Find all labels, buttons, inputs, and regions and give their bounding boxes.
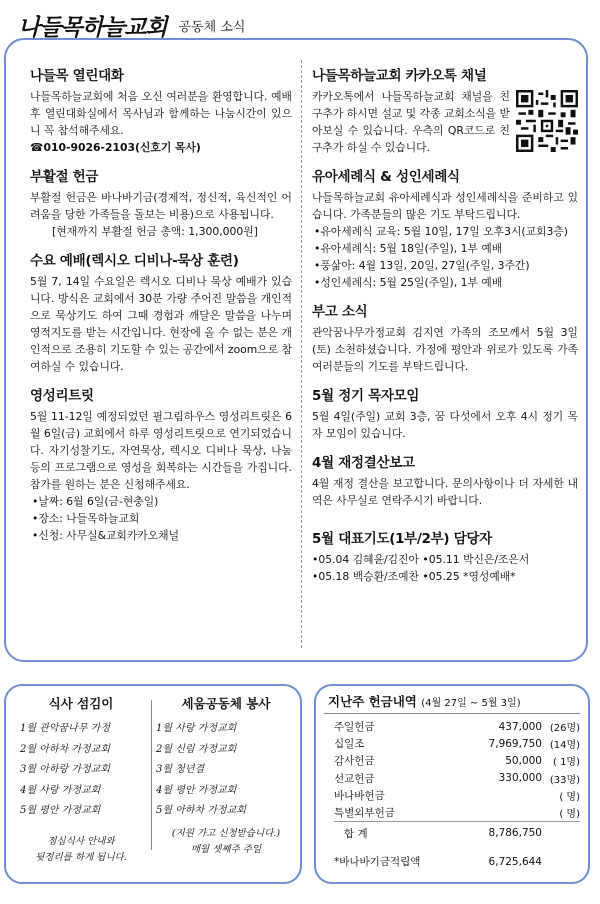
kakao-title: 나들목하늘교회 카카오톡 채널 <box>312 68 487 84</box>
offering-amount <box>442 787 542 804</box>
service-note: (지원 가고 신청받습니다.) <box>171 827 281 839</box>
prayer-title: 5월 대표기도(1부/2부) 담당자 <box>312 531 492 547</box>
offering-amount: 50,000 <box>505 754 542 767</box>
easter-title: 부활절 헌금 <box>30 169 99 185</box>
offering-count: ( 명) <box>559 808 580 820</box>
finance-report-title: 4월 재정결산보고 <box>312 455 415 471</box>
easter-offering-section <box>30 169 292 240</box>
offering-label: 주일헌금 <box>334 721 375 734</box>
offering-panel <box>314 684 590 884</box>
prayer-line: •05.04 김혜윤/김진아 •05.11 박신은/조은서 <box>312 553 530 566</box>
finance-report-body: 4월 재정 결산을 보고합니다. 문의사항이나 더 자세한 내역은 사무실로 연락주시기 바랍니다. <box>312 477 578 507</box>
service-column <box>156 694 296 858</box>
meal-note: 뒷정리를 하게 됩니다. <box>35 851 127 863</box>
baptism-item: •성인세례식: 5월 25일(주일), 1부 예배 <box>314 276 503 289</box>
volunteer-divider <box>151 700 152 850</box>
barnabas-label: *바나바기금적립액 <box>334 856 421 869</box>
wednesday-service-section <box>30 253 292 375</box>
volunteer-panel <box>4 684 302 884</box>
service-item: 4월 평안 가정교회 <box>156 784 237 796</box>
condolence-body: 관악꿈나무가정교회 김지연 가족의 조모께서 5월 3일(토) 소천하셨습니다. 가정에 평안과 위로가 있도록 가족 여러분들의 기도를 부탁드립니다. <box>312 326 578 373</box>
qr-code-icon[interactable] <box>516 90 578 152</box>
offering-count: (14명) <box>549 740 580 752</box>
meal-item: 5월 평안 가정교회 <box>20 805 101 816</box>
page-header <box>18 8 245 42</box>
barnabas-amount: 6,725,644 <box>488 855 542 868</box>
easter-total: [현재까지 부활절 헌금 총액: 1,300,000원] <box>52 225 258 238</box>
service-item: 3월 청년결 <box>156 764 205 775</box>
church-logo: 나들목하늘교회 <box>18 13 167 41</box>
offering-amount: 7,969,750 <box>488 737 542 750</box>
offering-amount <box>442 804 542 821</box>
offering-row <box>334 752 580 769</box>
baptism-section <box>312 169 578 291</box>
offering-title-rule <box>324 713 580 714</box>
shepherd-meeting-section <box>312 388 578 442</box>
service-title: 세움공동체 봉사 <box>181 696 271 711</box>
offering-label: 십일조 <box>334 738 365 751</box>
retreat-body: 5월 11-12일 예정되었던 필그림하우스 영성리트릿은 6월 6일(금) 교회에서 하루 영성리트릿으로 연기되었습니다. 자기성찰기도, 자연묵상, 렉시오 디비나 묵상, 나눔 등의 프로그램으로 영성을 회복하는 시간들을 가집니다. 참가를 원하는 분은 신청해주세요. <box>30 410 292 491</box>
service-item: 2월 신림 가정교회 <box>156 743 237 755</box>
open-meeting-title: 나들목 열린대화 <box>30 68 124 84</box>
retreat-title: 영성리트릿 <box>30 388 94 404</box>
barnabas-row <box>334 853 580 870</box>
meal-title: 식사 섬김이 <box>48 696 114 711</box>
offering-label: 바나바헌금 <box>334 789 385 802</box>
service-item: 5월 아하차 가정교회 <box>156 805 246 816</box>
meal-item: 3월 아하랑 가정교회 <box>20 764 110 775</box>
offering-amount: 330,000 <box>498 772 542 785</box>
meal-item: 4월 사랑 가정교회 <box>20 784 101 796</box>
offering-count: (33명) <box>549 774 580 786</box>
offering-label: 감사헌금 <box>334 755 375 768</box>
open-meeting-body: 나들목하늘교회에 처음 오신 여러분을 환영합니다. 예배 후 열린대화실에서 목사님과 함께하는 나눔시간이 있으니 꼭 참석해주세요. <box>30 90 292 137</box>
meal-item: 1월 관악꿈나무 가정 <box>20 723 110 734</box>
left-column <box>30 68 292 557</box>
offering-count: ( 1명) <box>552 757 580 769</box>
baptism-item: •유아세례식 교육: 5월 10일, 17일 오후3시(교회3층) <box>314 225 568 238</box>
offering-row <box>334 735 580 752</box>
open-meeting-section <box>30 68 292 156</box>
offering-label: 특별외부헌금 <box>334 806 395 819</box>
baptism-title: 유아세례식 & 성인세례식 <box>312 169 460 185</box>
offering-total-amount: 8,786,750 <box>442 821 542 845</box>
offering-row <box>334 770 580 787</box>
condolence-section <box>312 304 578 375</box>
header-subtitle: 공동체 소식 <box>178 19 246 35</box>
wednesday-body: 5월 7, 14일 수요일은 렉시오 디비나 묵상 예배가 있습니다. 방식은 교회에서 30분 가량 주어진 말씀을 개인적으로 묵상기도 하여 그때 경험과 깨달은 말씀을 나누며 영적지도를 받는 시간입니다. 현장에 올 수 없는 분은 개인적으로 조용히 기도할 수 있는 공간에서 zoom으로 참여하실 수 있습니다. <box>30 275 293 373</box>
meal-item: 2월 아하차 가정교회 <box>20 743 110 755</box>
offering-total-label: 합 계 <box>334 821 442 845</box>
column-divider <box>301 60 302 648</box>
offering-period: (4월 27일 ~ 5월 3일) <box>421 698 521 709</box>
meal-column <box>20 694 142 866</box>
offering-row <box>334 787 580 804</box>
easter-body: 부활절 헌금은 바나바기금(경제적, 정신적, 육신적인 어려움을 당한 가족들을 돌보는 비용)으로 사용됩니다. <box>30 191 292 221</box>
baptism-item: •풍삶아: 4월 13일, 20일, 27일(주일, 3주간) <box>314 259 530 272</box>
meal-note: 점심식사 안내와 <box>47 835 115 847</box>
offering-table <box>334 718 580 870</box>
offering-row <box>334 804 580 821</box>
offering-count: ( 명) <box>559 791 580 803</box>
finance-report-section <box>312 455 578 509</box>
prayer-section <box>312 531 578 585</box>
offering-total-row <box>334 821 580 845</box>
offering-row <box>334 718 580 735</box>
service-item: 1월 사랑 가정교회 <box>156 723 237 734</box>
baptism-item: •유아세례식: 5월 18일(주일), 1부 예배 <box>314 242 503 255</box>
retreat-place: •장소: 나들목하늘교회 <box>32 512 140 525</box>
offering-count: (26명) <box>549 723 580 735</box>
kakao-section <box>312 68 578 156</box>
baptism-body: 나들목하늘교회 유아세례식과 성인세례식을 준비하고 있습니다. 가족분들의 많은 기도 부탁드립니다. <box>312 191 578 221</box>
shepherd-body: 5월 4일(주일) 교회 3층, 꿈 다섯에서 오후 4시 정기 목자 모임이 있습니다. <box>312 410 578 440</box>
condolence-title: 부고 소식 <box>312 304 368 320</box>
offering-title <box>328 692 521 710</box>
wednesday-title: 수요 예배(렉시오 디비나-묵상 훈련) <box>30 253 239 269</box>
offering-title-text: 지난주 헌금내역 <box>328 694 417 709</box>
retreat-apply: •신청: 사무실&교회카카오채널 <box>32 529 180 542</box>
retreat-date: •날짜: 6월 6일(금-현충일) <box>32 495 159 508</box>
offering-label: 선교헌금 <box>334 772 375 785</box>
shepherd-title: 5월 정기 목자모임 <box>312 388 420 404</box>
pastor-phone: ☎010-9026-2103(신호기 목사) <box>30 141 201 154</box>
retreat-section <box>30 388 292 544</box>
prayer-line: •05.18 백승환/조예찬 •05.25 *영성예배* <box>312 570 516 583</box>
right-column <box>312 68 578 598</box>
kakao-body: 카카오톡에서 나들목하늘교회 채널을 친구추가 하시면 설교 및 각종 교회소식을 받아보실 수 있습니다. 우측의 QR코드로 친구추가 하실 수 있습니다. <box>312 90 510 154</box>
service-note: 매월 셋째주 주일 <box>190 843 262 855</box>
offering-amount: 437,000 <box>498 720 542 733</box>
